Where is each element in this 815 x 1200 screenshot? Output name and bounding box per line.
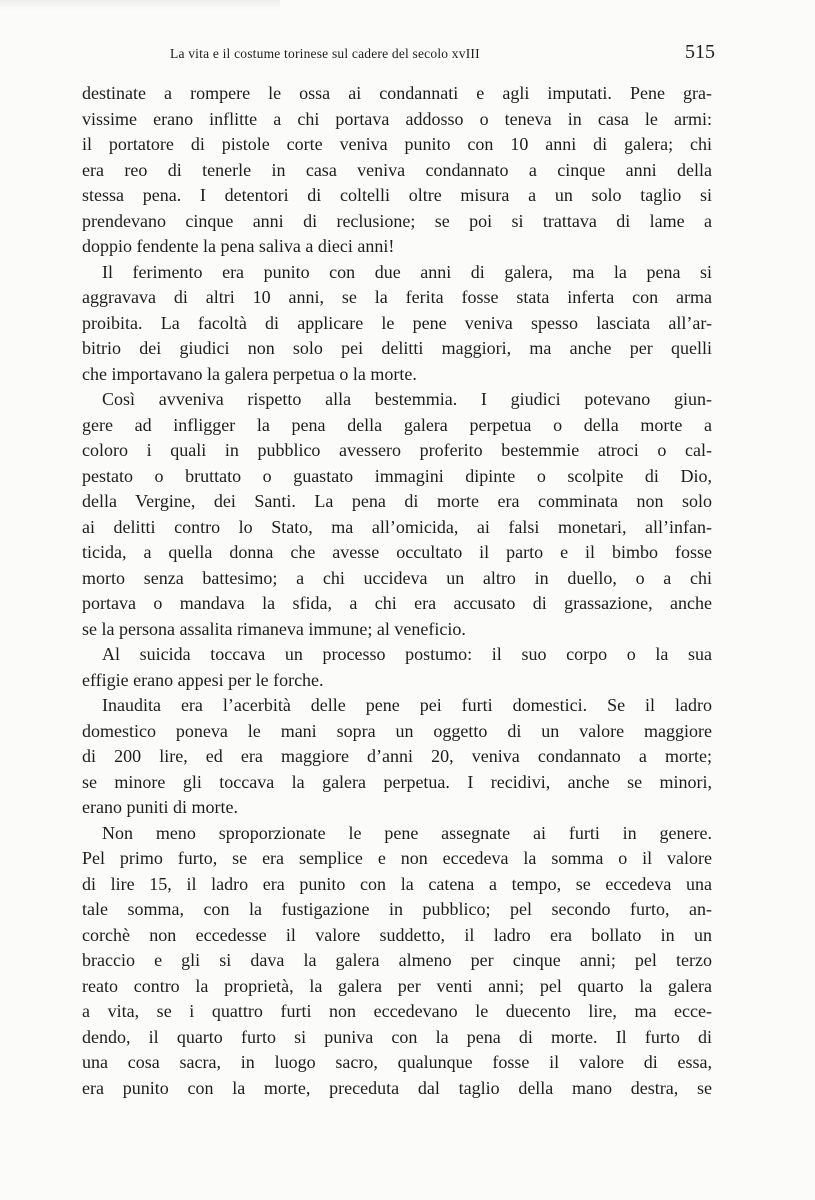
text-line: di lire 15, il ladro era punito con la catena a tempo, se eccedeva una [82, 873, 712, 894]
running-header-title: La vita e il costume torinese sul cadere del secolo xvIII [170, 46, 480, 61]
text-line: Pel primo furto, se era semplice e non eccedeva la somma o il valore [82, 848, 712, 868]
text-line: reato contro la proprietà, la galera per venti anni; pel quarto la galera [82, 975, 712, 996]
text-line: domestico poneva le mani sopra un oggetto di un valore maggiore [82, 720, 712, 741]
text-line: corchè non eccedesse il valore suddetto, il ladro era bollato in un [82, 924, 712, 945]
text-line: dendo, il quarto furto si puniva con la pena di morte. Il furto di [82, 1026, 712, 1047]
text-line: Non meno sproporzionate le pene assegnate ai furti in genere. [102, 822, 712, 843]
paragraph [82, 81, 712, 260]
text-line: aggravava di altri 10 anni, se la ferita fosse stata inferta con arma [82, 287, 712, 307]
body-text [82, 81, 712, 1101]
paragraph [82, 821, 712, 1102]
text-line: stessa pena. I detentori di coltelli oltre misura a un solo taglio si [82, 185, 712, 205]
text-line: erano puniti di morte. [82, 797, 238, 817]
text-line: portava o mandava la sfida, a chi era accusato di grassazione, anche [82, 593, 712, 613]
text-line: se minore gli toccava la galera perpetua. I recidivi, anche se minori, [82, 771, 712, 792]
text-line: destinate a rompere le ossa ai condannati e agli imputati. Pene gra- [82, 83, 712, 103]
page-number: 515 [685, 41, 715, 63]
scan-edge-shadow [0, 0, 280, 10]
text-line: Al suicida toccava un processo postumo: il suo corpo o la sua [102, 644, 712, 664]
running-header [170, 41, 715, 74]
text-line: una cosa sacra, in luogo sacro, qualunque fosse il valore di essa, [82, 1052, 712, 1072]
text-line: proibita. La facoltà di applicare le pene veniva spesso lasciata all’ar- [82, 312, 712, 333]
text-line: ticida, a quella donna che avesse occultato il parto e il bimbo fosse [82, 542, 712, 562]
text-line: bitrio dei giudici non solo pei delitti maggiori, ma anche per quelli [82, 338, 712, 358]
text-line: tale somma, con la fustigazione in pubblico; pel secondo furto, an- [82, 899, 712, 919]
text-line: Il ferimento era punito con due anni di galera, ma la pena si [102, 261, 712, 282]
text-line: se la persona assalita rimaneva immune; al veneficio. [82, 618, 466, 639]
text-line: braccio e gli si dava la galera almeno per cinque anni; pel terzo [82, 950, 712, 970]
text-line: ai delitti contro lo Stato, ma all’omicida, ai falsi monetari, all’infan- [82, 516, 712, 537]
text-line: Inaudita era l’acerbità delle pene pei furti domestici. Se il ladro [102, 695, 712, 715]
text-line: il portatore di pistole corte veniva punito con 10 anni di galera; chi [82, 134, 712, 154]
paragraph [82, 260, 712, 388]
text-line: che importavano la galera perpetua o la morte. [82, 363, 417, 384]
text-line: coloro i quali in pubblico avessero proferito bestemmie atroci o cal- [82, 440, 712, 460]
text-line: di 200 lire, ed era maggiore d’anni 20, veniva condannato a morte; [82, 746, 712, 766]
text-line: vissime erano inflitte a chi portava addosso o teneva in casa le armi: [82, 108, 712, 129]
text-line: era punito con la morte, preceduta dal taglio della mano destra, se [82, 1077, 712, 1098]
paragraph [82, 693, 712, 821]
text-line: effigie erano appesi per le forche. [82, 669, 324, 690]
text-line: morto senza battesimo; a chi uccideva un altro in duello, o a chi [82, 567, 712, 588]
text-line: gere ad infligger la pena della galera perpetua o della morte a [82, 414, 712, 435]
text-line: doppio fendente la pena saliva a dieci anni! [82, 236, 395, 256]
paragraph [82, 387, 712, 642]
paragraph [82, 642, 712, 693]
text-line: della Vergine, dei Santi. La pena di morte era comminata non solo [82, 491, 712, 511]
text-line: pestato o bruttato o guastato immagini dipinte o scolpite di Dio, [82, 465, 712, 486]
text-line: Così avveniva rispetto alla bestemmia. I giudici potevano giun- [102, 389, 712, 409]
text-line: prendevano cinque anni di reclusione; se poi si trattava di lame a [82, 210, 712, 231]
text-line: a vita, se i quattro furti non eccedevano le duecento lire, ma ecce- [82, 1001, 712, 1021]
text-line: era reo di tenerle in casa veniva condannato a cinque anni della [82, 159, 712, 180]
